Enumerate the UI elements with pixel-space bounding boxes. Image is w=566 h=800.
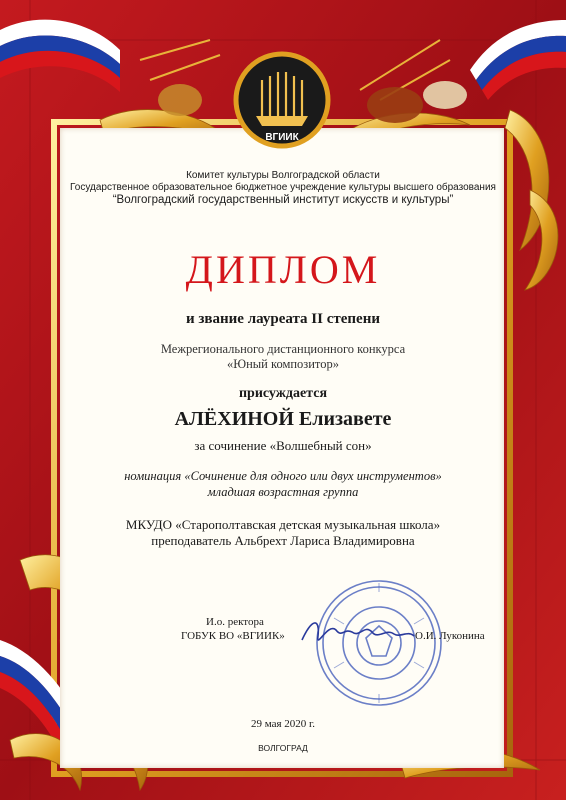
diploma-title: ДИПЛОМ (185, 247, 381, 292)
issue-date: 29 мая 2020 г. (250, 718, 316, 730)
signatory-name: О.И. Луконина (415, 630, 485, 642)
svg-text:ВГИИК: ВГИИК (265, 132, 299, 143)
age-group-line: младшая возрастная группа (207, 485, 359, 499)
teacher-name: преподаватель Альбрехт Лариса Владимировна (151, 533, 415, 548)
city-name: ВОЛГОГРАД (258, 743, 308, 753)
org-line-3: “Волгоградский государственный институт искусств и культуры” (112, 194, 454, 206)
signature-icon (298, 610, 416, 654)
org-line-2: Государственное образовательное бюджетное учреждение культуры высшего образования (70, 182, 496, 193)
org-line-1: Комитет культуры Волгоградской области (186, 170, 380, 181)
laureate-degree: и звание лауреата II степени (186, 311, 380, 327)
nomination-line: номинация «Сочинение для одного или двух инструментов» (124, 469, 442, 483)
recipient-name: АЛЁХИНОЙ Елизавете (174, 408, 392, 430)
awarded-label: присуждается (238, 386, 328, 401)
signatory-position: И.о. ректора (206, 616, 264, 628)
school-name: МКУДО «Старополтавская детская музыкальная школа» (125, 517, 441, 532)
contest-line-1: Межрегионального дистанционного конкурса (160, 342, 406, 356)
institute-emblem-icon (232, 50, 332, 150)
signatory-institution: ГОБУК ВО «ВГИИК» (181, 630, 285, 642)
contest-name: «Юный композитор» (227, 357, 339, 371)
composition-title: за сочинение «Волшебный сон» (194, 438, 372, 453)
